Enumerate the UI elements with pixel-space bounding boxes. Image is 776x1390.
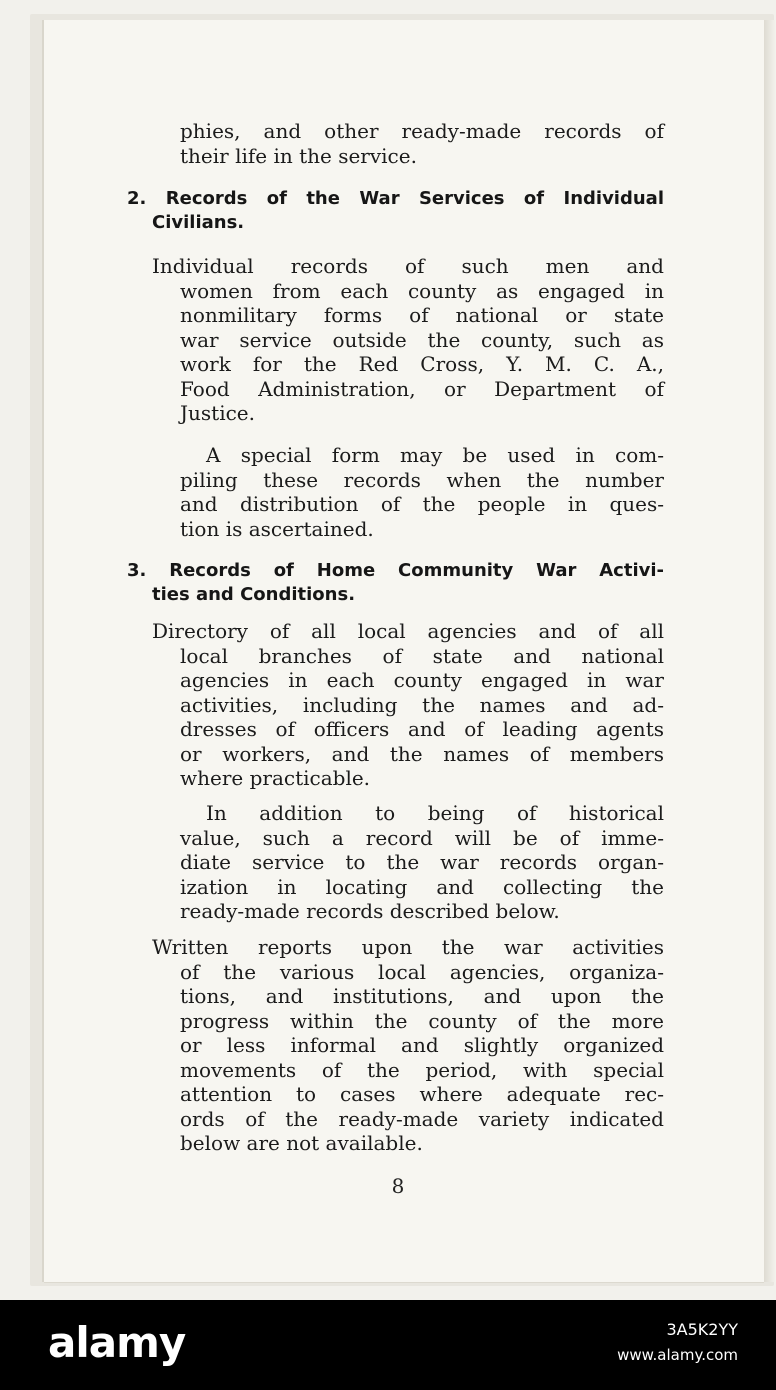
text-line: women from each county as engaged in: [180, 278, 664, 303]
text-line: where practicable.: [180, 766, 371, 790]
page-right-edge: [764, 20, 776, 1282]
text-line: or workers, and the names of members: [180, 741, 664, 766]
text-line: A special form may be used in com-: [206, 443, 664, 467]
text-line: movements of the period, with special: [180, 1057, 664, 1082]
text-line: war service outside the county, such as: [180, 327, 664, 352]
text-line: tion is ascertained.: [180, 516, 374, 541]
text-line: attention to cases where adequate rec-: [180, 1082, 664, 1106]
section-2-paragraph-1: [152, 254, 664, 426]
text-line: progress within the county of the more: [180, 1008, 664, 1033]
text-line: Food Administration, or Department of: [180, 376, 664, 401]
text-line: ords of the ready-made variety indicated: [180, 1106, 664, 1131]
text-line: below are not available.: [180, 1131, 423, 1155]
section-2-heading: [127, 187, 664, 235]
text-line: ready-made records described below.: [180, 899, 560, 923]
section-3-paragraph-3: [152, 935, 664, 1156]
text-line: piling these records when the number: [180, 467, 664, 492]
heading-line: 2. Records of the War Services of Individual: [127, 188, 664, 209]
text-line: value, such a record will be of imme-: [180, 825, 664, 850]
text-line: Individual records of such men and: [152, 254, 664, 278]
text-line: dresses of officers and of leading agents: [180, 717, 664, 741]
text-line: and distribution of the people in ques-: [180, 492, 664, 516]
text-line: phies, and other ready-made records of: [180, 119, 664, 143]
site-url-label: www.alamy.com: [617, 1346, 738, 1364]
text-line: tions, and institutions, and upon the: [180, 984, 664, 1008]
text-line: Written reports upon the war activities: [152, 935, 664, 959]
continuation-paragraph: [180, 119, 664, 168]
text-line: diate service to the war records organ-: [180, 850, 664, 874]
text-line: their life in the service.: [180, 143, 417, 168]
text-line: activities, including the names and ad-: [180, 692, 664, 717]
section-3-paragraph-1: [152, 619, 664, 791]
image-id-label: 3A5K2YY: [666, 1320, 738, 1339]
text-line: work for the Red Cross, Y. M. C. A.,: [180, 352, 664, 376]
heading-line: 3. Records of Home Community War Activi-: [127, 560, 664, 581]
text-line: agencies in each county engaged in war: [180, 668, 664, 692]
heading-line: ties and Conditions.: [152, 584, 356, 605]
section-3-heading: [127, 559, 664, 607]
text-line: ization in locating and collecting the: [180, 874, 664, 899]
section-2-paragraph-2: [180, 443, 664, 541]
text-line: Justice.: [180, 401, 255, 425]
text-line: Directory of all local agencies and of all: [152, 619, 664, 643]
text-line: of the various local agencies, organiza-: [180, 959, 664, 984]
text-line: nonmilitary forms of national or state: [180, 303, 664, 327]
section-3-paragraph-2: [180, 801, 664, 924]
text-line: In addition to being of historical: [206, 801, 664, 825]
alamy-logo: alamy: [48, 1318, 186, 1367]
text-line: or less informal and slightly organized: [180, 1033, 664, 1057]
text-line: local branches of state and national: [180, 643, 664, 668]
page-number: 8: [391, 1174, 405, 1198]
heading-line: Civilians.: [152, 212, 245, 233]
